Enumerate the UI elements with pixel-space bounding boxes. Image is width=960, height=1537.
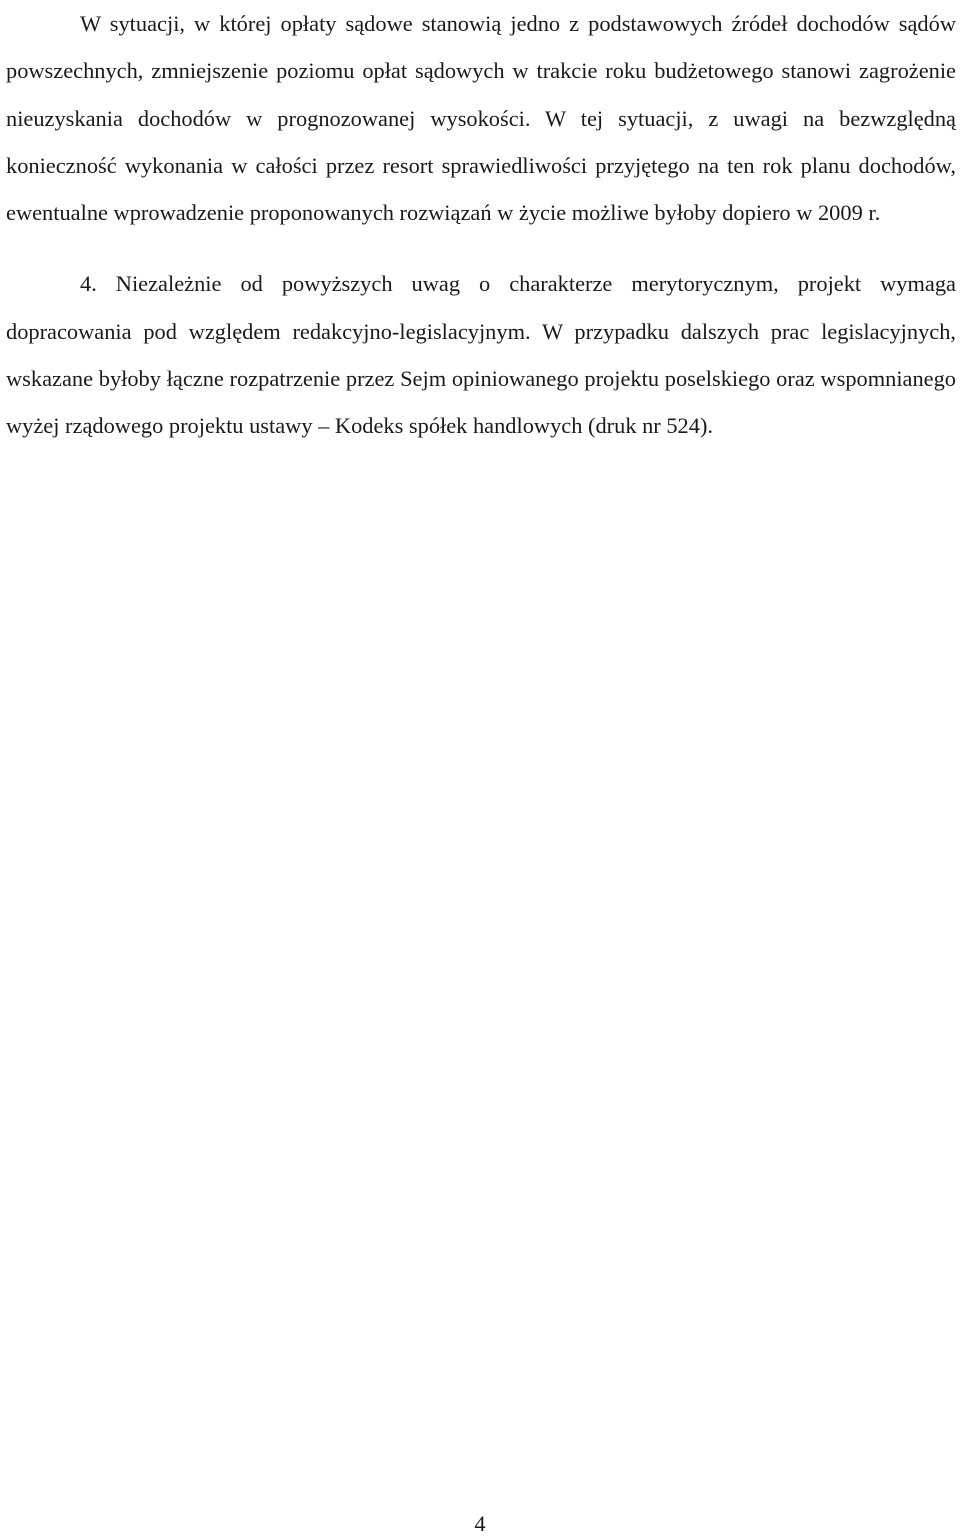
body-text — [6, 0, 956, 450]
paragraph-court-fees: W sytuacji, w której opłaty sądowe stanowią jedno z podstawowych źródeł dochodów sądów powszechnych, zmniejszenie poziomu opłat sądowych w trakcie roku budżetowego stanowi zagrożenie nieuzyskania dochodów w prognozowanej wysokości. W tej sytuacji, z uwagi na bezwzględną konieczność wykonania w całości przez resort sprawiedliwości przyjętego na ten rok planu dochodów, ewentualne wprowadzenie proponowanych rozwiązań w życie możliwe byłoby dopiero w 2009 r. — [6, 11, 956, 226]
paragraph-point-4: 4. Niezależnie od powyższych uwag o charakterze merytorycznym, projekt wymaga dopracowania pod względem redakcyjno-legislacyjnym. W przypadku dalszych prac legislacyjnych, wskazane byłoby łączne rozpatrzenie przez Sejm opiniowanego projektu poselskiego oraz wspomnianego wyżej rządowego projektu ustawy – Kodeks spółek handlowych (druk nr 524). — [6, 271, 956, 439]
page-number: 4 — [474, 1511, 486, 1536]
